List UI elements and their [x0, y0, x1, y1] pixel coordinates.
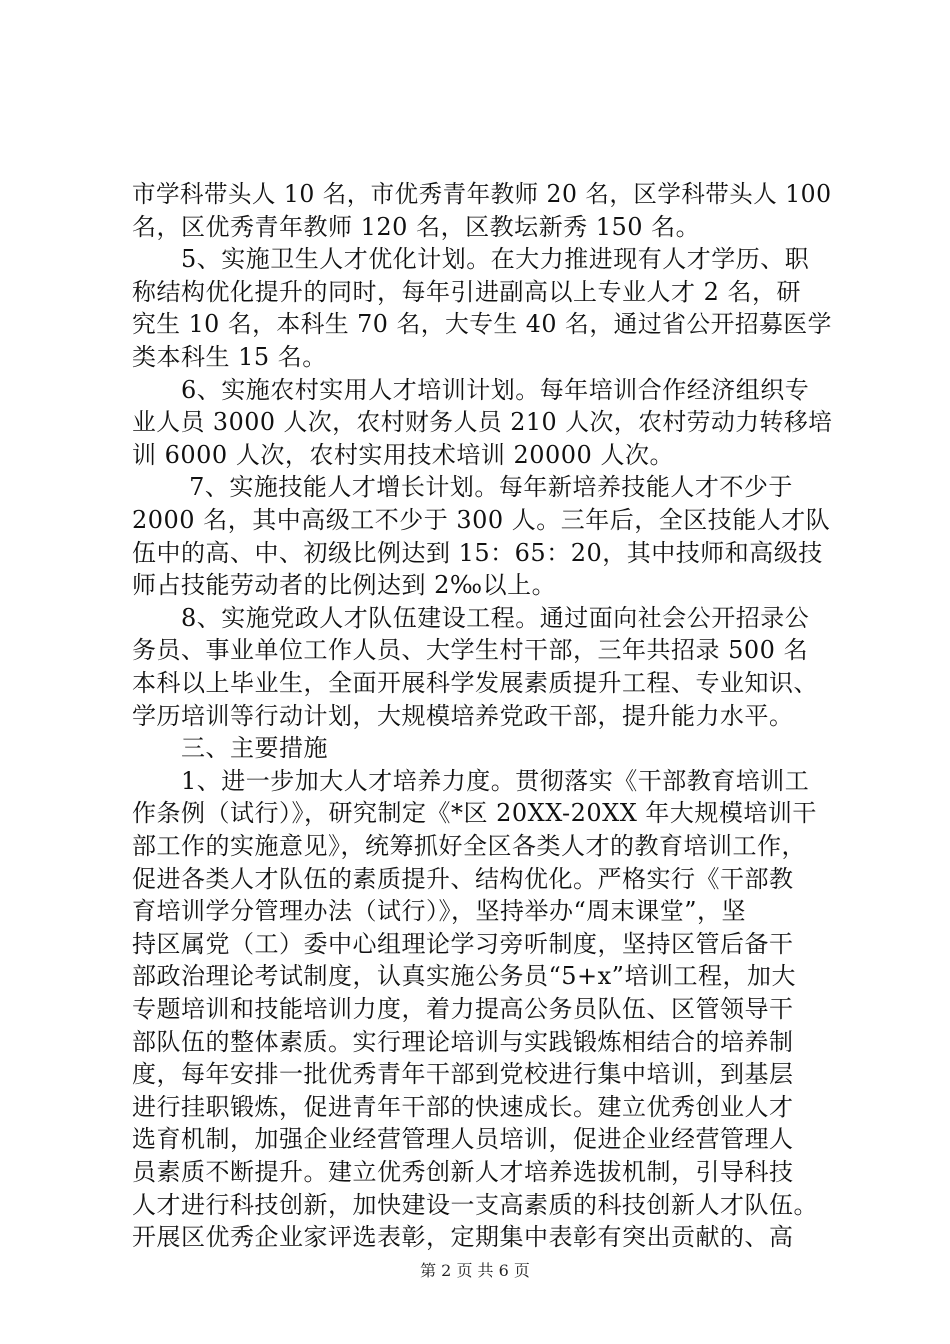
text-line: 作条例（试行）》，研究制定《*区 20XX-20XX 年大规模培训干: [132, 799, 817, 828]
text-line: 员素质不断提升。建立优秀创新人才培养选拔机制，引导科技: [132, 1158, 794, 1186]
text-line: 类本科生 15 名。: [132, 343, 327, 371]
text-line: 三、主要措施: [132, 734, 328, 763]
text-line: 究生 10 名，本科生 70 名，大专生 40 名，通过省公开招募医学: [132, 310, 832, 339]
text-line: 7、实施技能人才增长计划。每年新培养技能人才不少于: [132, 473, 793, 502]
text-line: 师占技能劳动者的比例达到 2‰以上。: [132, 571, 557, 600]
page-footer: 第 2 页 共 6 页: [420, 1261, 530, 1280]
text-line: 促进各类人才队伍的素质提升、结构优化。严格实行《干部教: [132, 864, 794, 893]
text-line: 部政治理论考试制度，认真实施公务员“5+x”培训工程，加大: [132, 962, 796, 991]
text-line: 部工作的实施意见》，统筹抓好全区各类人才的教育培训工作，: [132, 832, 806, 860]
text-line: 专题培训和技能培训力度，着力提高公务员队伍、区管领导干: [132, 995, 794, 1023]
text-line: 持区属党（工）委中心组理论学习旁听制度，坚持区管后备干: [132, 929, 794, 958]
text-line: 6、实施农村实用人才培训计划。每年培训合作经济组织专: [132, 375, 810, 404]
text-line: 选育机制，加强企业经营管理人员培训，促进企业经营管理人: [132, 1125, 794, 1154]
text-line: 本科以上毕业生，全面开展科学发展素质提升工程、专业知识、: [132, 669, 818, 697]
text-line: 名，区优秀青年教师 120 名，区教坛新秀 150 名。: [132, 212, 701, 241]
text-line: 业人员 3000 人次，农村财务人员 210 人次，农村劳动力转移培: [132, 408, 833, 437]
text-line: 8、实施党政人才队伍建设工程。通过面向社会公开招录公: [132, 603, 810, 632]
text-line: 度，每年安排一批优秀青年干部到党校进行集中培训，到基层: [132, 1060, 794, 1089]
text-line: 伍中的高、中、初级比例达到 15：65：20，其中技师和高级技: [132, 538, 823, 567]
text-line: 人才进行科技创新，加快建设一支高素质的科技创新人才队伍。: [132, 1190, 818, 1219]
text-line: 开展区优秀企业家评选表彰，定期集中表彰有突出贡献的、高: [132, 1223, 794, 1252]
text-line: 训 6000 人次，农村实用技术培训 20000 人次。: [132, 440, 674, 469]
text-line: 称结构优化提升的同时，每年引进副高以上专业人才 2 名，研: [132, 277, 802, 306]
text-line: 5、实施卫生人才优化计划。在大力推进现有人才学历、职: [132, 245, 810, 274]
text-line: 市学科带头人 10 名，市优秀青年教师 20 名，区学科带头人 100: [132, 180, 832, 208]
text-line: 1、进一步加大人才培养力度。贯彻落实《干部教育培训工: [132, 766, 810, 795]
text-line: 育培训学分管理办法（试行）》，坚持举办“周末课堂”，坚: [132, 897, 747, 926]
text-line: 2000 名，其中高级工不少于 300 人。三年后，全区技能人才队: [132, 506, 831, 534]
text-line: 务员、事业单位工作人员、大学生村干部，三年共招录 500 名: [132, 636, 809, 665]
text-line: 学历培训等行动计划，大规模培养党政干部，提升能力水平。: [132, 701, 794, 730]
text-line: 部队伍的整体素质。实行理论培训与实践锻炼相结合的培养制: [132, 1027, 794, 1056]
text-line: 进行挂职锻炼，促进青年干部的快速成长。建立优秀创业人才: [132, 1092, 794, 1121]
